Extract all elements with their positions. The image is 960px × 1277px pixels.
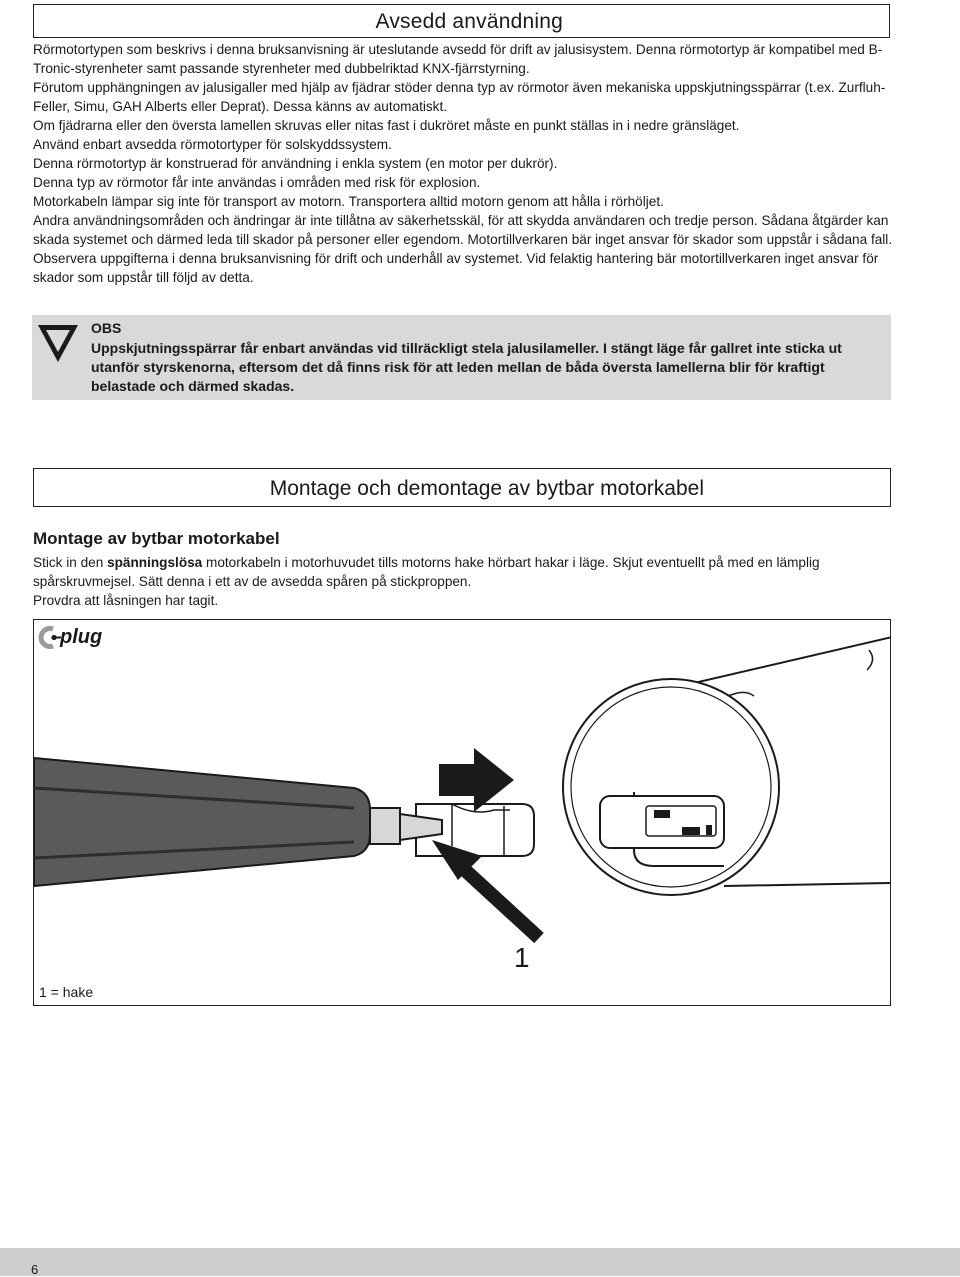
paragraph: Använd enbart avsedda rörmotortyper för solskyddssystem. bbox=[33, 137, 392, 152]
section-title-box bbox=[33, 4, 890, 38]
motor-head-disc bbox=[563, 679, 779, 895]
instruction-paragraph bbox=[33, 553, 893, 591]
intended-use-text bbox=[33, 40, 893, 287]
paragraph: Förutom upphängningen av jalusigaller med hjälp av fjädrar stöder denna typ av rörmotor även mekaniska uppskjutningsspärrar (t.ex. Zurfluh-Feller, Simu, GAH Alberts eller Deprat). Dessa känns av automatiskt. bbox=[33, 80, 886, 114]
note-text: Uppskjutningsspärrar får enbart användas vid tillräckligt stela jalusilameller. I stängt läge får gallret inte sticka ut utanför styrskenorna, eftersom det då finns risk för att leden mellan de båda översta lamellerna blir för kraftigt belastade och därmed skadas. bbox=[91, 340, 842, 394]
paragraph: Observera uppgifterna i denna bruksanvisning för drift och underhåll av systemet. Vid felaktig hantering bär motortillverkaren inget ansvar för skador som uppstår till följd av detta. bbox=[33, 251, 879, 285]
instruction-text: motorkabeln i motorhuvudet tills motorns hake hörbart hakar i läge. Skjut eventuellt på med en lämplig spårskruvmejsel. Sätt denna i ett av de avsedda spåren på stickproppen. bbox=[33, 555, 820, 589]
footer-bar bbox=[0, 1248, 960, 1276]
paragraph: Om fjädrarna eller den översta lamellen skruvas eller nitas fast i dukröret måste en punkt ställas in i nedre gränsläget. bbox=[33, 118, 740, 133]
callout-number: 1 bbox=[514, 942, 530, 973]
figure-caption: 1 = hake bbox=[39, 984, 94, 1000]
screwdriver bbox=[34, 758, 442, 886]
mounting-instructions bbox=[33, 553, 893, 610]
section-title: Montage och demontage av bytbar motorkabel bbox=[269, 477, 704, 500]
paragraph: Denna typ av rörmotor får inte användas i områden med risk för explosion. bbox=[33, 175, 481, 190]
paragraph: Denna rörmotortyp är konstruerad för användning i enkla system (en motor per dukrör). bbox=[33, 156, 558, 171]
plug-logo bbox=[41, 626, 102, 648]
paragraph: Motorkabeln lämpar sig inte för transport av motorn. Transportera alltid motorn genom att hålla i rörhöljet. bbox=[33, 194, 664, 209]
paragraph: Rörmotortypen som beskrivs i denna bruksanvisning är uteslutande avsedd för drift av jalusisystem. Denna rörmotortyp är kompatibel med B-Tronic-styrenheter samt passande styrenheter med dubbelriktad KNX-fjärrstyrning. bbox=[33, 42, 883, 76]
warning-note bbox=[32, 315, 891, 400]
page-number: 6 bbox=[31, 1262, 39, 1277]
push-arrow bbox=[439, 748, 514, 812]
motor-head-illustration bbox=[34, 620, 891, 1006]
logo-text: plug bbox=[60, 626, 103, 648]
instruction-text: Stick in den bbox=[33, 555, 108, 570]
warning-triangle-icon bbox=[37, 322, 79, 364]
note-label: OBS bbox=[91, 320, 122, 336]
instruction-emphasis: spänningslösa bbox=[107, 555, 203, 570]
section-title-box bbox=[33, 468, 891, 507]
sub-heading: Montage av bytbar motorkabel bbox=[33, 529, 280, 548]
section-title: Avsedd användning bbox=[375, 10, 563, 33]
paragraph: Andra användningsområden och ändringar är inte tillåtna av säkerhetsskäl, för att skydda användaren och tredje person. Sådana åtgärder kan skada systemet och därmed leda till skador på personer eller egendom. Motortillverkaren bär inget ansvar för skador som uppstår i sådana fall. bbox=[33, 213, 893, 247]
figure-motor-head bbox=[33, 619, 891, 1006]
instruction-paragraph: Provdra att låsningen har tagit. bbox=[33, 593, 219, 608]
